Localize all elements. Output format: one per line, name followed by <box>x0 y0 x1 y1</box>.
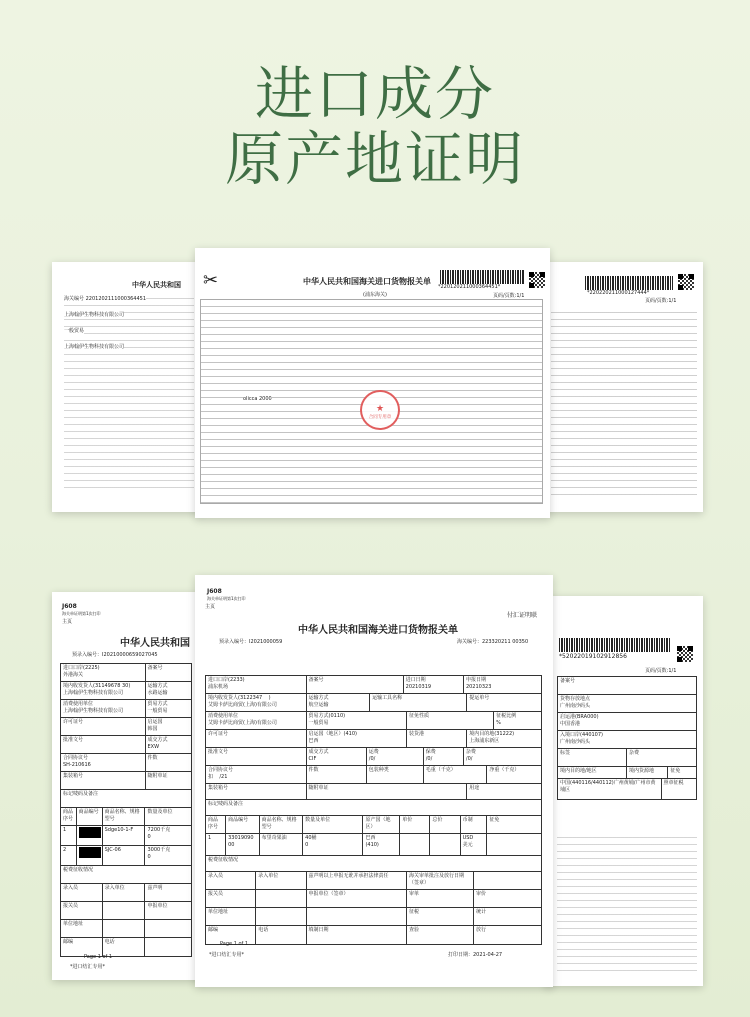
table-cell: 许可证号 <box>206 730 307 747</box>
table-cell: 备案号 <box>560 678 576 684</box>
table-cell: 装货港 <box>407 730 467 747</box>
table-row <box>206 730 541 748</box>
table-cell: 运输方式 航空运输 <box>307 694 371 711</box>
bottom-right-document <box>545 596 703 986</box>
table-cell <box>103 920 146 937</box>
table-cell: 海关审单批注及放行日期（签章） <box>407 872 474 889</box>
table-cell: 提运单号 <box>469 695 490 701</box>
table-cell: 单价 <box>400 816 430 833</box>
footer-row <box>61 884 191 902</box>
goods-row <box>61 846 191 866</box>
table-cell: 邮编 <box>61 938 103 956</box>
table-row <box>61 736 191 754</box>
doc-text: 上海翰伊生物科技有限公司 <box>64 344 125 350</box>
stamp-text: 合同专用章 <box>368 415 392 420</box>
table-cell: 进口日期 20210319 <box>404 676 464 693</box>
table-cell: 录入员 <box>61 884 103 901</box>
table-cell: 备案号 <box>307 676 404 693</box>
table-cell: 批准文号 <box>61 736 146 753</box>
table-cell <box>145 920 191 937</box>
declaration-table <box>205 675 542 945</box>
table-cell: 进口口岸(2233) 浦东机场 <box>206 676 307 693</box>
table-cell: 放行 <box>476 927 487 933</box>
table-cell: 用途 <box>469 785 480 791</box>
footer-row <box>206 890 541 908</box>
table-row <box>206 712 541 730</box>
table-cell: 货物存放地点 广州南沙码头 <box>560 696 591 710</box>
table-cell: 布里奇果油 <box>260 834 304 855</box>
table-cell: 数量及单位 <box>303 816 363 833</box>
table-cell: 境内货源地 <box>627 767 668 778</box>
form-lines <box>551 306 697 496</box>
table-cell: 随附单证 <box>147 773 168 779</box>
table-cell: 消费使用单位 上海翰伊生物科技有限公司 <box>61 700 146 717</box>
home-label: 主页 <box>205 604 216 610</box>
table-cell: 税费征收情况 <box>208 857 239 863</box>
bottom-left-document <box>52 592 202 980</box>
table-cell: 备案号 <box>147 665 163 671</box>
table-cell: 兹声明 <box>147 885 163 891</box>
top-left-document <box>52 262 202 512</box>
table-cell: 境内收发货人(3122347 ) 艾姆卡萨比商贸(上海)有限公司 <box>206 694 307 711</box>
table-cell: 征免 <box>489 817 500 823</box>
table-cell: 中国(440116/440112)广州黄埔/广州市黄埔区 <box>558 779 662 799</box>
table-cell: 随附单证 <box>307 784 468 799</box>
table-cell: 填制日期 <box>307 926 408 944</box>
special-use-label: *进口结汇专用* <box>209 952 245 958</box>
page-indicator: Page 1 of 1 <box>84 954 113 960</box>
goods-row <box>61 826 191 846</box>
table-cell: 合同协议号 扣 /21 <box>206 766 307 783</box>
table-cell: 币制 <box>461 816 488 833</box>
table-cell: 2 <box>61 846 77 865</box>
table-cell: 3000千克 0 <box>147 847 171 861</box>
table-cell: 3301909000 <box>226 834 260 855</box>
table-cell: 邮编 <box>206 926 256 944</box>
table-cell: 1 <box>206 834 226 855</box>
table-cell: 包装种类 <box>367 766 424 783</box>
table-cell: 成交方式 EXW <box>147 737 168 751</box>
table-cell: 标签 <box>558 749 627 766</box>
table-cell: 电话 <box>103 938 146 956</box>
table-cell: 启运国 韩国 <box>147 719 163 733</box>
table-cell: 保费 /0/ <box>424 748 464 765</box>
table-cell <box>307 908 408 925</box>
table-cell: 境内目的地(31222) 上海浦东新区 <box>469 731 515 745</box>
table-row <box>206 694 541 712</box>
declaration-table <box>60 663 192 957</box>
barcode-number: *52022019102912856 <box>559 653 627 660</box>
table-cell <box>103 902 146 919</box>
redacted-block <box>79 847 101 858</box>
table-cell: 巴西 (410) <box>363 834 400 855</box>
table-cell <box>430 834 460 855</box>
table-cell: 40桶 0 <box>303 834 363 855</box>
table-row <box>206 766 541 784</box>
table-row <box>61 790 191 808</box>
table-cell: 商品编号 <box>226 816 260 833</box>
page-label: 页码/页数:1/1 <box>645 668 677 674</box>
table-cell: 运费 /0/ <box>367 748 424 765</box>
table-row <box>61 682 191 700</box>
goods-row <box>558 779 696 799</box>
qr-code <box>678 274 694 290</box>
table-cell: 进口口岸(2225) 外港海关 <box>61 664 146 681</box>
table-cell: 境内目的地/地区 <box>558 767 627 778</box>
record-number: 预录入编号：I2021000059 <box>219 639 283 645</box>
table-cell: 毛重（千克） <box>424 766 488 783</box>
table-row <box>61 718 191 736</box>
table-cell: 单位地址 <box>206 908 256 925</box>
table-cell: 杂费 <box>629 750 640 756</box>
table-cell: 申报单位 <box>147 903 168 909</box>
table-cell <box>77 846 103 865</box>
page-label: 页码/页数:1/1 <box>645 298 677 304</box>
barcode-number: *220120211000364451* <box>438 284 501 290</box>
table-cell: 审单 <box>407 890 474 907</box>
qr-code <box>529 272 545 288</box>
table-cell: 商品 序号 <box>206 816 226 833</box>
doc-text: 海关编号 2201202111000364451 <box>64 296 147 302</box>
table-cell: 征税比例 % <box>496 713 517 727</box>
table-cell: 征免性质 <box>407 712 494 729</box>
bottom-center-document <box>195 575 553 987</box>
customs-emblem-icon: ✂ <box>203 270 219 291</box>
doc-text: 一般贸易 <box>64 328 85 334</box>
table-cell: 消费使用单位 艾姆卡萨比商贸(上海)有限公司 <box>206 712 307 729</box>
footer-row <box>61 938 191 956</box>
table-cell: 件数 <box>147 755 158 761</box>
table-cell: 合同协议号 SH-210616 <box>61 754 146 771</box>
table-cell: 总价 <box>430 816 460 833</box>
form-code: J608 <box>62 603 77 610</box>
table-cell: 集装箱号 <box>61 772 146 789</box>
table-cell: 报关员 <box>206 890 256 907</box>
table-cell: 集装箱号 <box>206 784 307 799</box>
table-cell: 照章征税 <box>663 780 684 786</box>
page-indicator: Page 1 of 1 <box>220 941 249 947</box>
home-label: 主页 <box>62 619 73 625</box>
form-code: J608 <box>207 588 222 595</box>
footer-row <box>61 902 191 920</box>
table-cell: 数量及单位 <box>147 809 173 815</box>
record-number: 预录入编号：I20210000659027045 <box>72 652 158 658</box>
declaration-table <box>557 676 697 800</box>
table-cell: 运输方式 水路运输 <box>147 683 168 697</box>
table-row <box>206 856 541 872</box>
barcode-number: *220220211000127444* <box>587 290 650 296</box>
table-cell: 申报日期 20210323 <box>465 677 492 691</box>
table-cell: 录入单位 <box>103 884 146 901</box>
headline-line2: 原产地证明 <box>224 125 525 193</box>
table-cell: 成交方式 CIF <box>307 748 367 765</box>
barcode <box>440 270 525 284</box>
table-cell: 电话 <box>256 926 306 944</box>
form-lines <box>64 292 194 492</box>
table-cell: 净重（千克） <box>489 767 520 773</box>
table-row <box>558 731 696 749</box>
table-row <box>61 866 191 884</box>
top-center-document <box>195 248 550 518</box>
table-cell: 批准文号 <box>206 748 307 765</box>
redacted-block <box>79 827 101 838</box>
table-cell <box>487 834 541 855</box>
table-cell: SJC-06 <box>103 846 146 865</box>
table-row <box>61 664 191 682</box>
table-cell: 商品名称、规格 型号 <box>103 808 146 825</box>
table-cell: 1 <box>61 826 77 845</box>
table-cell: 件数 <box>307 766 367 783</box>
table-row <box>558 695 696 713</box>
table-cell <box>256 890 306 907</box>
table-cell: 原产国（地 区） <box>363 816 400 833</box>
table-cell <box>77 826 103 845</box>
table-cell: 启运港(BRA000) 中国香港 <box>560 714 599 728</box>
table-row <box>558 677 696 695</box>
table-row <box>61 754 191 772</box>
table-cell: 商品编号 <box>77 808 103 825</box>
table-row <box>61 772 191 790</box>
goods-row <box>206 834 541 856</box>
goods-header <box>558 767 696 779</box>
form-lines <box>557 831 697 971</box>
doc-title: 中华人民共和国海关进口货物报关单 <box>303 277 431 286</box>
footer-row <box>61 920 191 938</box>
table-cell: 报关员 <box>61 902 103 919</box>
barcode <box>585 276 673 290</box>
table-row <box>558 713 696 731</box>
table-cell: 录入员 <box>206 872 256 889</box>
goods-header <box>61 808 191 826</box>
table-cell: 商品名称、规格 型号 <box>260 816 304 833</box>
table-cell: 标记唛码及备注 <box>208 801 244 807</box>
table-cell: 运输工具名称 <box>370 694 467 711</box>
table-cell: 查验 <box>407 926 474 944</box>
qr-code <box>677 646 693 662</box>
table-cell: 统计 <box>476 909 487 915</box>
table-cell: USD 美元 <box>461 834 488 855</box>
table-cell: 兹声明以上申报无讹并承担法律责任 <box>307 872 408 889</box>
table-cell: 税费征收情况 <box>63 867 94 873</box>
table-cell: 商品 序号 <box>61 808 77 825</box>
goods-header <box>206 816 541 834</box>
barcode <box>559 638 671 652</box>
table-cell: 许可证号 <box>61 718 146 735</box>
copy-label: 付汇证明联 <box>507 612 538 619</box>
table-cell: 入境口岸(440107) 广州南沙码头 <box>560 732 603 746</box>
headline-line1: 进口成分 <box>254 60 495 128</box>
table-cell: 申报单位（签章） <box>307 890 408 907</box>
footer-row <box>206 926 541 944</box>
table-cell <box>256 908 306 925</box>
table-cell: 标记唛码及备注 <box>63 791 99 797</box>
table-cell <box>474 872 541 889</box>
doc-title: 中华人民共和国 <box>120 638 190 649</box>
table-row <box>206 676 541 694</box>
print-date: 打印日期：2021-04-27 <box>448 952 503 958</box>
table-cell: 征税 <box>407 908 474 925</box>
table-cell: 征免 <box>670 768 681 774</box>
table-cell: 录入单位 <box>256 872 306 889</box>
table-row <box>558 749 696 767</box>
table-cell: 7200千克 0 <box>147 827 171 841</box>
company-stamp: ★ 合同专用章 <box>360 390 400 430</box>
top-right-document <box>545 262 703 512</box>
doc-title: 中华人民共和国海关进口货物报关单 <box>298 625 458 636</box>
customs-name: (浦东海关) <box>363 292 387 298</box>
table-cell: 启运国（地区）(410) 巴西 <box>307 730 408 747</box>
table-cell: 单位地址 <box>61 920 103 937</box>
table-cell <box>145 938 191 956</box>
table-cell <box>400 834 430 855</box>
table-row <box>206 800 541 816</box>
table-cell: 审价 <box>476 891 487 897</box>
print-note: 海关单证明第1次打印 <box>62 611 101 616</box>
table-cell: 境内收发货人(31149678 30) 上海翰伊生物科技有限公司 <box>61 682 146 699</box>
footer-row <box>206 908 541 926</box>
goods-description: olicca 2000 <box>243 396 272 402</box>
customs-number: 海关编号：223320211 00350 <box>457 639 529 645</box>
table-row <box>206 784 541 800</box>
table-cell: 贸易方式(0110) 一般贸易 <box>307 712 408 729</box>
page-label: 页码/页数:1/1 <box>493 293 525 299</box>
doc-title: 中华人民共和国 <box>132 281 181 289</box>
doc-text: 上海翰伊生物科技有限公司 <box>64 312 125 318</box>
table-row <box>206 748 541 766</box>
footer-row <box>206 872 541 890</box>
table-cell: 杂费 /0/ <box>465 749 476 763</box>
table-row <box>61 700 191 718</box>
table-cell: Sdge10-1-F <box>103 826 146 845</box>
table-cell: 贸易方式 一般贸易 <box>147 701 168 715</box>
print-note: 海关单证明第1次打印 <box>207 596 246 601</box>
special-use-label: *进口结汇专用* <box>70 964 106 970</box>
